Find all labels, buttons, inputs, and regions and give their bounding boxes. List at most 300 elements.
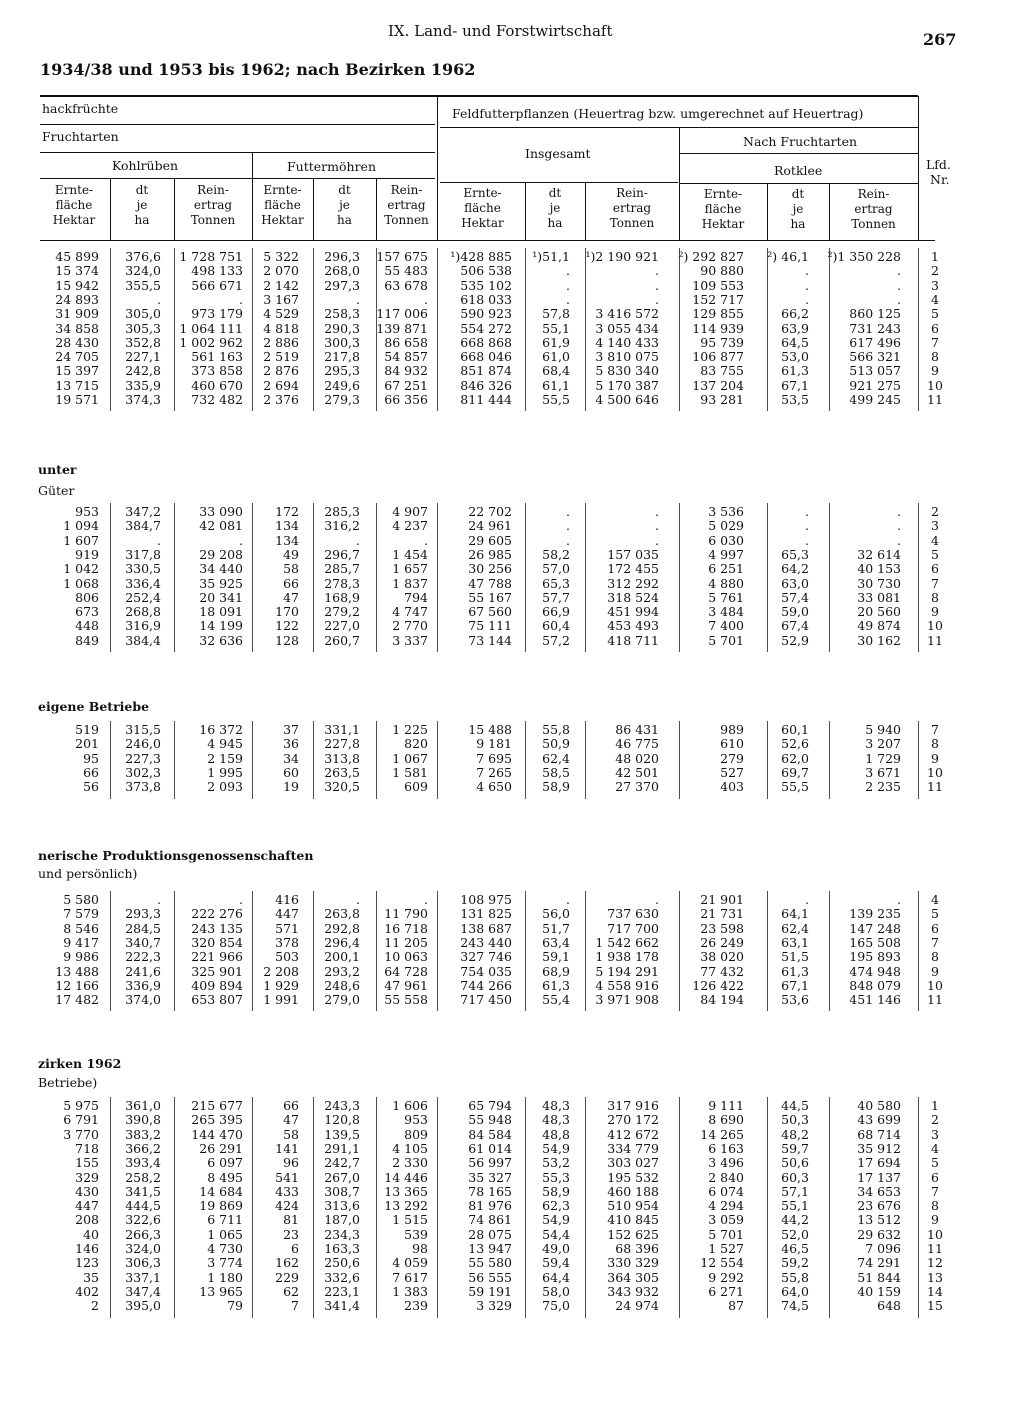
row-number-cell: 11 <box>927 779 943 795</box>
table-row <box>0 1299 1024 1313</box>
table-cell: 297,3 <box>324 277 360 293</box>
table-cell: 12 166 <box>55 977 99 993</box>
table-cell: 141 <box>275 1140 299 1156</box>
column-header-12: Rein- ertrag Tonnen <box>851 187 896 231</box>
table-cell: 55,5 <box>781 779 809 795</box>
table-cell: 53,5 <box>781 392 809 407</box>
table-cell: . <box>655 504 659 519</box>
table-cell: 3 496 <box>708 1155 744 1171</box>
row-number-cell: 4 <box>931 532 939 548</box>
table-cell: 75 111 <box>468 618 512 634</box>
table-cell: 17 694 <box>857 1155 901 1171</box>
table-cell: 18 091 <box>199 604 243 620</box>
table-cell: 81 976 <box>468 1198 512 1214</box>
row-number-cell: 1 <box>931 1098 939 1113</box>
table-cell: . <box>805 291 809 307</box>
table-cell: 566 671 <box>191 277 243 293</box>
table-cell: 66,2 <box>781 306 809 322</box>
table-cell: . <box>805 518 809 534</box>
table-cell: 330,5 <box>125 561 161 577</box>
table-cell: 55,8 <box>542 722 570 737</box>
table-cell: . <box>805 277 809 293</box>
table-cell: 849 <box>75 632 99 648</box>
table-cell: 1 991 <box>263 992 299 1008</box>
table-cell: 54 857 <box>384 349 428 365</box>
table-cell: 31 909 <box>55 306 99 322</box>
table-cell: 33 090 <box>199 504 243 519</box>
row-number-cell: 15 <box>927 1298 943 1314</box>
table-cell: 590 923 <box>460 306 512 322</box>
table-cell: 201 <box>75 736 99 752</box>
table-cell: 341,5 <box>125 1183 161 1199</box>
table-cell: 60,1 <box>781 722 809 737</box>
table-cell: 731 243 <box>849 320 901 336</box>
table-cell: 610 <box>720 736 744 752</box>
row-number-cell: 8 <box>931 736 939 752</box>
table-cell: 430 <box>75 1183 99 1199</box>
table-cell: 7 617 <box>392 1269 428 1285</box>
table-cell: 58,9 <box>542 1183 570 1199</box>
table-row <box>0 893 1024 907</box>
table-cell: 8 495 <box>207 1169 243 1185</box>
table-cell: 55 483 <box>384 263 428 279</box>
table-cell: 361,0 <box>125 1098 161 1113</box>
table-cell: 809 <box>404 1126 428 1142</box>
row-number-cell: 5 <box>931 546 939 562</box>
table-row <box>0 634 1024 648</box>
table-cell: 6 074 <box>708 1183 744 1199</box>
table-cell: 56 997 <box>468 1155 512 1171</box>
table-cell: 953 <box>75 504 99 519</box>
table-cell: 30 256 <box>468 561 512 577</box>
table-cell: 47 788 <box>468 575 512 591</box>
table-cell: 134 <box>275 518 299 534</box>
table-cell: 305,3 <box>125 320 161 336</box>
table-cell: 52,9 <box>781 632 809 648</box>
table-row <box>0 993 1024 1007</box>
table-cell: 318 524 <box>607 589 659 605</box>
table-cell: 24 974 <box>615 1298 659 1314</box>
table-cell: 1 225 <box>392 722 428 737</box>
table-row <box>0 1213 1024 1227</box>
row-number-cell: 5 <box>931 306 939 322</box>
table-cell: 4 237 <box>392 518 428 534</box>
table-cell: 10 063 <box>384 949 428 965</box>
table-cell: 3 059 <box>708 1212 744 1228</box>
table-row <box>0 1228 1024 1242</box>
table-row <box>0 1199 1024 1213</box>
row-number-cell: 4 <box>931 291 939 307</box>
table-cell: 29 632 <box>857 1226 901 1242</box>
table-cell: 66,9 <box>542 604 570 620</box>
table-row <box>0 1285 1024 1299</box>
table-cell: 292,8 <box>324 920 360 936</box>
table-cell: . <box>239 532 243 548</box>
table-row <box>0 936 1024 950</box>
table-cell: 9 292 <box>708 1269 744 1285</box>
table-cell: 1 067 <box>392 750 428 766</box>
table-cell: 554 272 <box>460 320 512 336</box>
table-cell: 561 163 <box>191 349 243 365</box>
row-number-cell: 5 <box>931 906 939 922</box>
table-cell: 2 886 <box>263 334 299 350</box>
table-cell: 5 940 <box>865 722 901 737</box>
table-cell: 1 581 <box>392 764 428 780</box>
table-cell: 474 948 <box>849 963 901 979</box>
table-cell: 61,3 <box>781 363 809 379</box>
table-cell: 64,4 <box>542 1269 570 1285</box>
table-cell: 373 858 <box>191 363 243 379</box>
table-cell: 1 064 111 <box>179 320 243 336</box>
table-row <box>0 723 1024 737</box>
row-number-cell: 2 <box>931 1112 939 1128</box>
table-cell: 34 653 <box>857 1183 901 1199</box>
table-cell: 263,5 <box>324 764 360 780</box>
table-cell: 28 075 <box>468 1226 512 1242</box>
table-cell: 1 527 <box>708 1241 744 1256</box>
header-rotklee: Rotklee <box>774 163 823 178</box>
table-cell: 227,3 <box>125 750 161 766</box>
table-cell: 340,7 <box>125 934 161 950</box>
table-cell: 3 055 434 <box>595 320 659 336</box>
table-cell: 24 893 <box>55 291 99 307</box>
table-cell: 1 995 <box>207 764 243 780</box>
section-title: zirken 1962 <box>38 1056 122 1071</box>
header-lfd: Lfd. <box>926 157 951 172</box>
table-cell: 64 728 <box>384 963 428 979</box>
table-cell: 2 876 <box>263 363 299 379</box>
table-cell: 460 188 <box>607 1183 659 1199</box>
table-cell: . <box>424 892 428 907</box>
table-row <box>0 907 1024 921</box>
table-row <box>0 1099 1024 1113</box>
table-cell: 352,8 <box>125 334 161 350</box>
table-cell: 123 <box>75 1255 99 1271</box>
table-cell: 138 687 <box>460 920 512 936</box>
table-cell: 221 966 <box>191 949 243 965</box>
row-number-cell: 11 <box>927 632 943 648</box>
table-cell: 23 598 <box>700 920 744 936</box>
table-cell: 4 500 646 <box>595 392 659 407</box>
table-cell: 50,6 <box>781 1155 809 1171</box>
column-header-3: Rein- ertrag Tonnen <box>190 183 236 227</box>
table-cell: . <box>897 504 901 519</box>
table-cell: 227,8 <box>324 736 360 752</box>
table-cell: 57,1 <box>781 1183 809 1199</box>
section-title: nerische Produktionsgenossenschaften <box>38 848 314 863</box>
table-cell: 55,5 <box>542 392 570 407</box>
table-cell: 52,0 <box>781 1226 809 1242</box>
table-cell: 48,2 <box>781 1126 809 1142</box>
table-cell: 6 271 <box>708 1283 744 1299</box>
table-cell: 300,3 <box>324 334 360 350</box>
table-cell: 258,2 <box>125 1169 161 1185</box>
table-cell: 131 825 <box>460 906 512 922</box>
table-cell: 1 383 <box>392 1283 428 1299</box>
table-cell: 64,1 <box>781 906 809 922</box>
table-cell: 6 711 <box>207 1212 243 1228</box>
table-cell: 4 140 433 <box>595 334 659 350</box>
table-cell: 513 057 <box>849 363 901 379</box>
table-cell: 334 779 <box>607 1140 659 1156</box>
table-cell: 65,3 <box>542 575 570 591</box>
table-cell: 21 901 <box>700 892 744 907</box>
table-cell: 44,5 <box>781 1098 809 1113</box>
table-cell: 59,0 <box>781 604 809 620</box>
table-cell: 3 484 <box>708 604 744 620</box>
table-cell: 66 356 <box>384 392 428 407</box>
table-cell: 609 <box>404 779 428 795</box>
table-cell: 4 730 <box>207 1241 243 1256</box>
table-cell: 453 493 <box>607 618 659 634</box>
table-cell: 744 266 <box>460 977 512 993</box>
table-cell: 47 961 <box>384 977 428 993</box>
table-cell: . <box>897 291 901 307</box>
table-cell: 61,3 <box>781 963 809 979</box>
column-header-11: dt je ha <box>790 187 806 231</box>
column-header-9: Rein- ertrag Tonnen <box>609 186 655 230</box>
table-cell: 3 671 <box>865 764 901 780</box>
table-cell: 36 <box>283 736 299 752</box>
table-cell: 67 251 <box>384 377 428 393</box>
section-title: unter <box>38 462 77 477</box>
row-number-cell: 11 <box>927 992 943 1008</box>
row-number-cell: 1 <box>931 249 939 264</box>
table-cell: 7 096 <box>865 1241 901 1256</box>
table-cell: 4 529 <box>263 306 299 322</box>
table-cell: 26 249 <box>700 934 744 950</box>
table-cell: 9 111 <box>708 1098 744 1113</box>
table-cell: 23 676 <box>857 1198 901 1214</box>
table-cell: 51 844 <box>857 1269 901 1285</box>
table-cell: 268,8 <box>125 604 161 620</box>
table-cell: 1 929 <box>263 977 299 993</box>
table-cell: 34 <box>283 750 299 766</box>
table-row <box>0 737 1024 751</box>
table-cell: 14 199 <box>199 618 243 634</box>
table-cell: 55 948 <box>468 1112 512 1128</box>
table-cell: 58,5 <box>542 764 570 780</box>
table-cell: 61 014 <box>468 1140 512 1156</box>
table-cell: 6 791 <box>63 1112 99 1128</box>
table-cell: 541 <box>275 1169 299 1185</box>
table-cell: 51,5 <box>781 949 809 965</box>
table-cell: 20 341 <box>199 589 243 605</box>
table-cell: 9 986 <box>63 949 99 965</box>
table-cell: 68,4 <box>542 363 570 379</box>
table-cell: . <box>805 263 809 279</box>
table-cell: 67,1 <box>781 977 809 993</box>
table-cell: 5 170 387 <box>595 377 659 393</box>
table-cell: 53,6 <box>781 992 809 1008</box>
table-cell: 820 <box>404 736 428 752</box>
row-number-cell: 4 <box>931 1140 939 1156</box>
table-cell: 29 605 <box>468 532 512 548</box>
table-cell: 60,4 <box>542 618 570 634</box>
table-cell: 30 730 <box>857 575 901 591</box>
table-cell: 270 172 <box>607 1112 659 1128</box>
row-number-cell: 3 <box>931 277 939 293</box>
table-row <box>0 965 1024 979</box>
table-cell: 78 165 <box>468 1183 512 1199</box>
table-cell: 57,2 <box>542 632 570 648</box>
table-cell: 75,0 <box>542 1298 570 1314</box>
table-cell: 4 747 <box>392 604 428 620</box>
row-number-cell: 4 <box>931 892 939 907</box>
table-cell: 49 874 <box>857 618 901 634</box>
header-kohlrueben: Kohlrüben <box>112 158 179 173</box>
table-cell: 95 739 <box>700 334 744 350</box>
table-row <box>0 393 1024 407</box>
table-cell: 249,6 <box>324 377 360 393</box>
table-cell: 4 558 916 <box>595 977 659 993</box>
table-cell: 16 718 <box>384 920 428 936</box>
table-cell: 732 482 <box>191 392 243 407</box>
table-cell: 86 658 <box>384 334 428 350</box>
table-cell: 35 912 <box>857 1140 901 1156</box>
table-row <box>0 350 1024 364</box>
table-cell: 38 020 <box>700 949 744 965</box>
table-cell: 393,4 <box>125 1155 161 1171</box>
row-number-cell: 13 <box>927 1269 943 1285</box>
table-cell: 1 729 <box>865 750 901 766</box>
table-cell: 46,5 <box>781 1241 809 1256</box>
table-cell: 16 372 <box>199 722 243 737</box>
table-cell: 2 694 <box>263 377 299 393</box>
table-cell: . <box>239 291 243 307</box>
table-cell: 4 650 <box>476 779 512 795</box>
table-cell: 59,1 <box>542 949 570 965</box>
table-cell: 341,4 <box>324 1298 360 1314</box>
table-cell: 30 162 <box>857 632 901 648</box>
column-header-1: Ernte- fläche Hektar <box>52 183 96 227</box>
table-cell: 137 204 <box>692 377 744 393</box>
table-cell: . <box>655 892 659 907</box>
row-number-cell: 7 <box>931 722 939 737</box>
table-cell: 157 675 <box>376 249 428 264</box>
table-cell: 50,3 <box>781 1112 809 1128</box>
table-cell: 268,0 <box>324 263 360 279</box>
table-cell: 395,0 <box>125 1298 161 1314</box>
table-cell: 17 482 <box>55 992 99 1008</box>
table-cell: 811 444 <box>460 392 512 407</box>
table-cell: 69,7 <box>781 764 809 780</box>
row-number-cell: 9 <box>931 750 939 766</box>
table-row <box>0 752 1024 766</box>
table-cell: . <box>157 291 161 307</box>
table-cell: 14 265 <box>700 1126 744 1142</box>
table-cell: 155 <box>75 1155 99 1171</box>
table-cell: 62,4 <box>542 750 570 766</box>
table-cell: 263,8 <box>324 906 360 922</box>
table-cell: 77 432 <box>700 963 744 979</box>
table-row <box>0 780 1024 794</box>
table-cell: 6 097 <box>207 1155 243 1171</box>
table-row <box>0 605 1024 619</box>
table-cell: 242,7 <box>324 1155 360 1171</box>
table-cell: 364 305 <box>607 1269 659 1285</box>
table-cell: 973 179 <box>191 306 243 322</box>
table-cell: 63,1 <box>781 934 809 950</box>
table-cell: 13 512 <box>857 1212 901 1228</box>
table-cell: . <box>897 892 901 907</box>
table-cell: 250,6 <box>324 1255 360 1271</box>
table-cell: 139,5 <box>324 1126 360 1142</box>
table-cell: 19 869 <box>199 1198 243 1214</box>
row-number-cell: 10 <box>927 764 943 780</box>
table-cell: 172 <box>275 504 299 519</box>
table-cell: 312 292 <box>607 575 659 591</box>
page-number: 267 <box>923 30 957 49</box>
table-cell: 54,4 <box>542 1226 570 1242</box>
header-fruchtarten: Fruchtarten <box>42 129 119 144</box>
table-cell: 410 845 <box>607 1212 659 1228</box>
table-cell: 303 027 <box>607 1155 659 1171</box>
header-nach-fruchtarten: Nach Fruchtarten <box>743 134 858 149</box>
table-cell: 327 746 <box>460 949 512 965</box>
table-cell: 56 555 <box>468 1269 512 1285</box>
table-cell: 3 810 075 <box>595 349 659 365</box>
table-cell: 126 422 <box>692 977 744 993</box>
table-cell: 20 560 <box>857 604 901 620</box>
table-cell: 65,3 <box>781 546 809 562</box>
table-cell: 40 <box>83 1226 99 1242</box>
table-cell: 37 <box>283 722 299 737</box>
table-cell: 120,8 <box>324 1112 360 1128</box>
table-cell: 229 <box>275 1269 299 1285</box>
table-cell: 390,8 <box>125 1112 161 1128</box>
table-cell: . <box>356 291 360 307</box>
table-cell: 989 <box>720 722 744 737</box>
table-cell: 90 880 <box>700 263 744 279</box>
table-cell: 227,1 <box>125 349 161 365</box>
table-cell: 3 329 <box>476 1298 512 1314</box>
table-cell: 68 396 <box>615 1241 659 1256</box>
table-cell: 258,3 <box>324 306 360 322</box>
table-row <box>0 1156 1024 1170</box>
table-cell: 503 <box>275 949 299 965</box>
table-cell: 96 <box>283 1155 299 1171</box>
table-cell: 2 <box>91 1298 99 1314</box>
table-cell: 242,8 <box>125 363 161 379</box>
table-cell: 668 046 <box>460 349 512 365</box>
table-cell: 1 515 <box>392 1212 428 1228</box>
table-row <box>0 307 1024 321</box>
table-cell: 374,0 <box>125 992 161 1008</box>
table-cell: 109 553 <box>692 277 744 293</box>
table-cell: . <box>897 277 901 293</box>
table-cell: 539 <box>404 1226 428 1242</box>
table-cell: 5 701 <box>708 632 744 648</box>
table-cell: 13 965 <box>199 1283 243 1299</box>
table-row <box>0 766 1024 780</box>
table-cell: 243 135 <box>191 920 243 936</box>
table-cell: 63,0 <box>781 575 809 591</box>
column-header-4: Ernte- fläche Hektar <box>261 183 304 227</box>
table-cell: 73 144 <box>468 632 512 648</box>
table-cell: 195 893 <box>849 949 901 965</box>
table-cell: . <box>805 532 809 548</box>
table-cell: . <box>805 892 809 907</box>
table-cell: 59,7 <box>781 1140 809 1156</box>
table-cell: 51,7 <box>542 920 570 936</box>
table-cell: 222,3 <box>125 949 161 965</box>
table-cell: 320,5 <box>324 779 360 795</box>
table-cell: 81 <box>283 1212 299 1228</box>
table-cell: 14 446 <box>384 1169 428 1185</box>
table-cell: 316,2 <box>324 518 360 534</box>
table-cell: 74,5 <box>781 1298 809 1314</box>
